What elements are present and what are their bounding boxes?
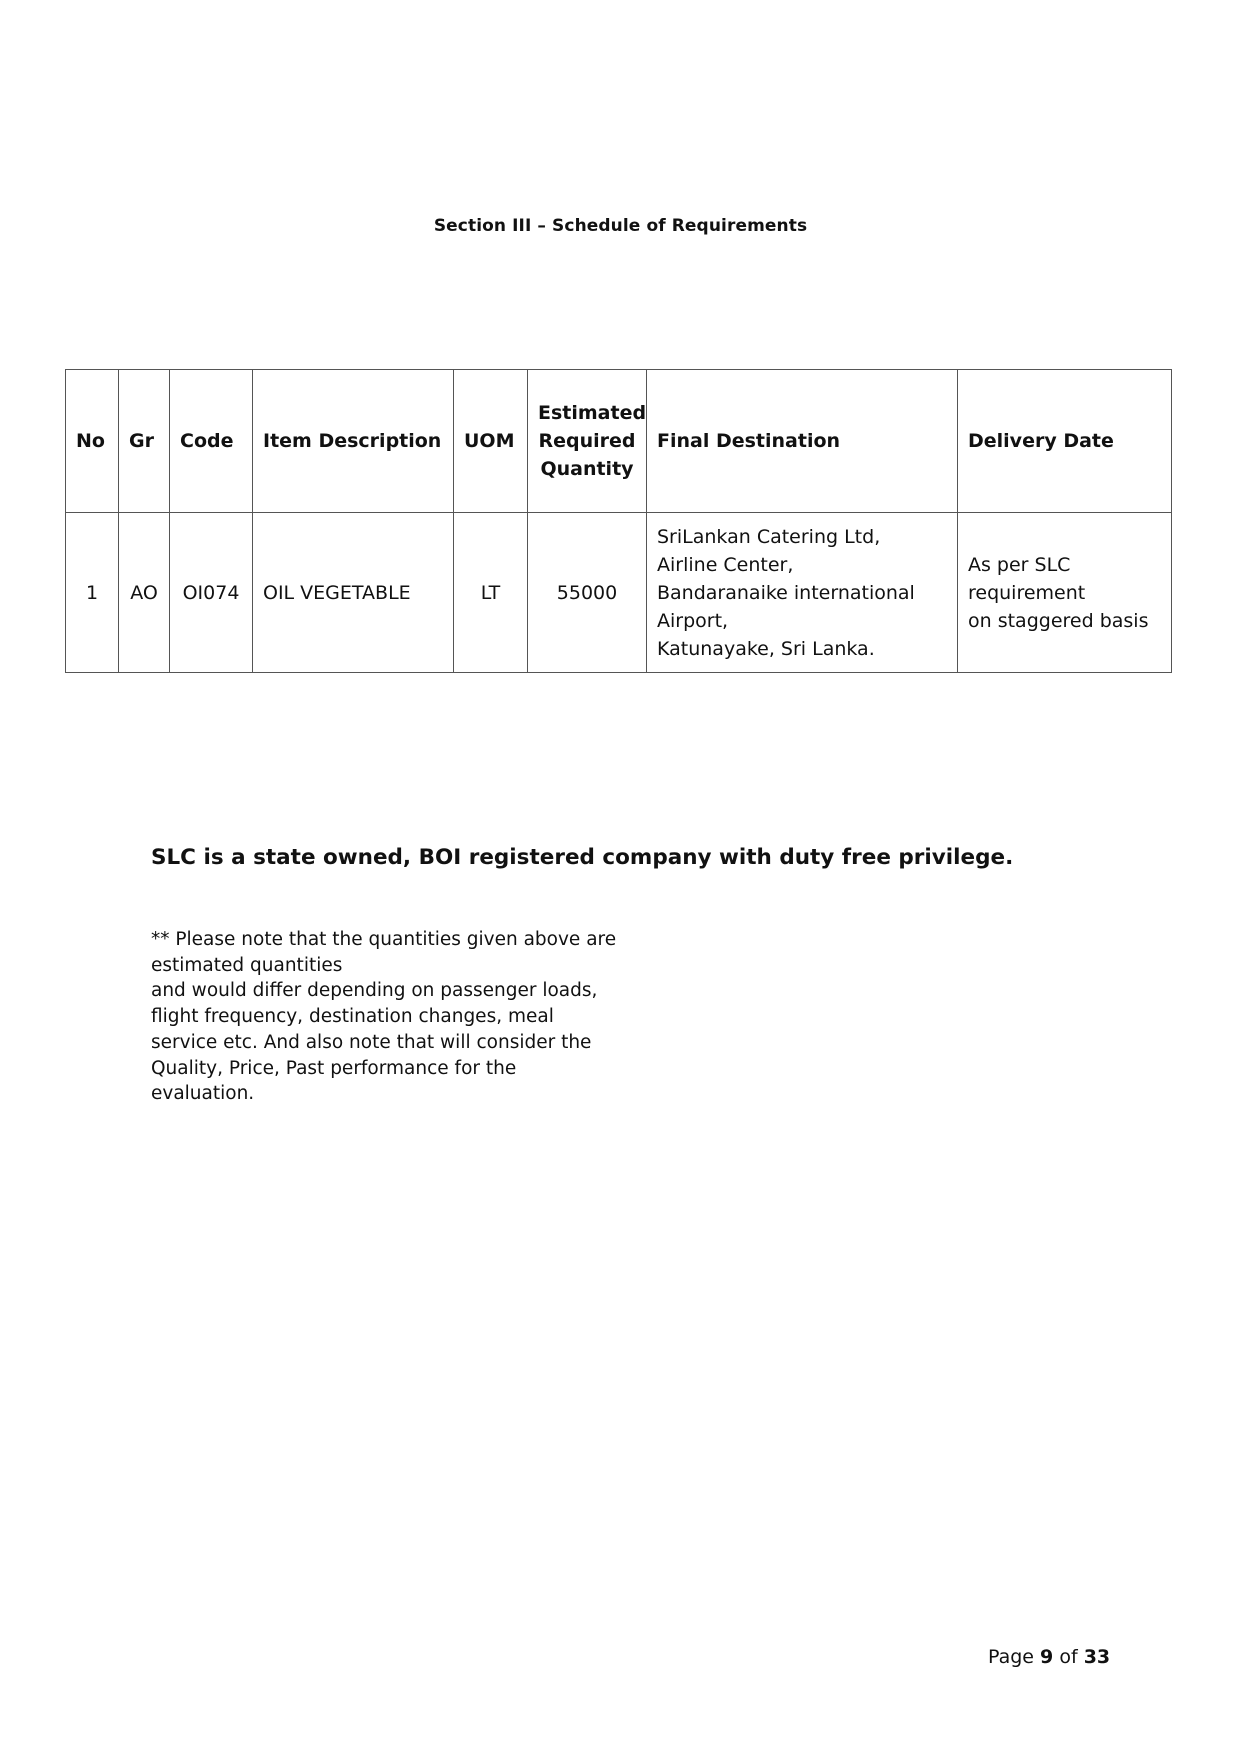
destination-line: SriLankan Catering Ltd, [657,525,881,548]
page-number-footer [988,1646,1110,1668]
page-word: Page [988,1646,1034,1668]
duty-free-statement: SLC is a state owned, BOI registered company with duty free privilege. [151,845,1014,870]
note-line: ** Please note that the quantities given above are [151,929,617,950]
quantity-note [151,927,671,1107]
delivery-line: requirement [968,581,1086,604]
cell-delivery-date [958,513,1172,673]
total-pages: 33 [1083,1646,1111,1668]
header-code: Code [170,370,253,513]
destination-line: Airport, [657,609,729,632]
cell-no: 1 [66,513,119,673]
header-uom: UOM [454,370,528,513]
header-final-destination: Final Destination [647,370,958,513]
destination-line: Bandaranaike international [657,581,915,604]
cell-item-description: OIL VEGETABLE [253,513,454,673]
note-line: Quality, Price, Past performance for the [151,1057,517,1079]
destination-line: Airline Center, [657,553,794,576]
current-page-number: 9 [1040,1646,1054,1668]
header-quantity-line: Estimated [538,402,647,424]
cell-gr: AO [119,513,170,673]
delivery-line: on staggered basis [968,609,1149,632]
header-quantity-line: Required [538,430,636,452]
header-gr: Gr [119,370,170,513]
cell-quantity: 55000 [528,513,647,673]
note-line: evaluation. [151,1083,255,1105]
header-delivery-date: Delivery Date [958,370,1172,513]
section-title: Section III – Schedule of Requirements [433,216,808,236]
of-word: of [1059,1646,1078,1668]
cell-uom: LT [454,513,528,673]
table-header-row [66,370,1172,513]
note-line: and would differ depending on passenger loads, [151,980,598,1002]
note-line: flight frequency, destination changes, meal [151,1006,554,1028]
note-line: estimated quantities [151,954,343,976]
header-estimated-quantity [528,370,647,513]
note-line: service etc. And also note that will consider the [151,1031,592,1053]
destination-line: Katunayake, Sri Lanka. [657,637,875,660]
schedule-of-requirements-table [65,369,1172,673]
header-no: No [66,370,119,513]
header-item-description: Item Description [253,370,454,513]
header-quantity-line: Quantity [540,458,634,480]
cell-code: OI074 [170,513,253,673]
cell-final-destination [647,513,958,673]
delivery-line: As per SLC [968,553,1071,576]
table-row [66,513,1172,673]
